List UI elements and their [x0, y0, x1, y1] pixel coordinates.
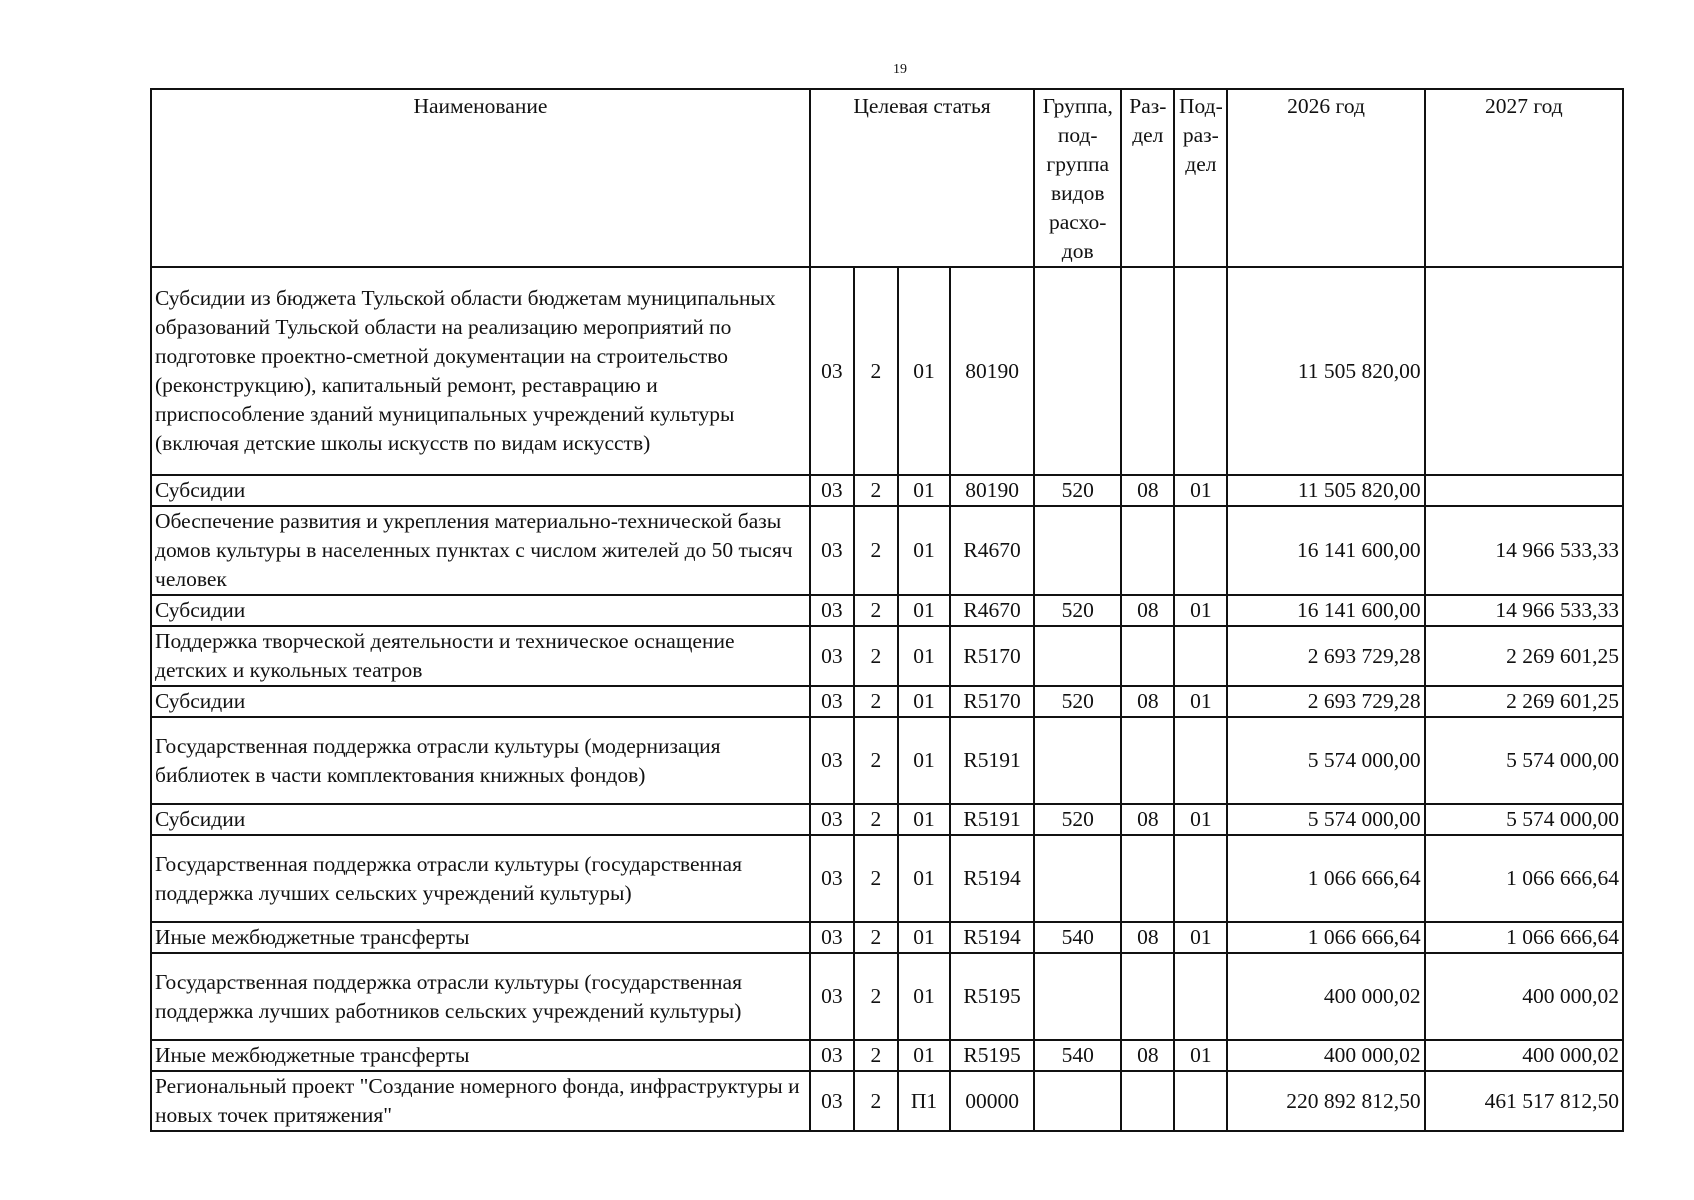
table-row	[151, 835, 1623, 922]
target-code-direction: 80190	[950, 475, 1034, 506]
target-code-program: 03	[810, 1071, 854, 1131]
target-code-measure: 01	[898, 953, 950, 1040]
target-code-measure: 01	[898, 1040, 950, 1071]
section-cell	[1121, 267, 1174, 475]
target-code-direction: R5170	[950, 626, 1034, 686]
expense-group-cell: 540	[1034, 922, 1121, 953]
expense-group-cell	[1034, 626, 1121, 686]
subsection-cell: 01	[1174, 1040, 1227, 1071]
target-code-program: 03	[810, 835, 854, 922]
row-name: Региональный проект "Создание номерного фонда, инфраструктуры и новых точек притяжения"	[151, 1071, 810, 1131]
target-code-direction: R5195	[950, 953, 1034, 1040]
amount-2027	[1425, 475, 1623, 506]
header-expense-group: Группа, под-группа видов расхо-дов	[1034, 89, 1121, 267]
target-code-measure: 01	[898, 626, 950, 686]
table-row	[151, 475, 1623, 506]
expense-group-cell	[1034, 717, 1121, 804]
section-cell	[1121, 506, 1174, 595]
table-row	[151, 595, 1623, 626]
target-code-program: 03	[810, 804, 854, 835]
section-cell: 08	[1121, 686, 1174, 717]
amount-2026: 220 892 812,50	[1227, 1071, 1424, 1131]
table-row	[151, 804, 1623, 835]
target-code-measure: 01	[898, 717, 950, 804]
table-header-row	[151, 89, 1623, 267]
amount-2026: 1 066 666,64	[1227, 922, 1424, 953]
target-code-type: 2	[854, 835, 898, 922]
target-code-type: 2	[854, 506, 898, 595]
target-code-program: 03	[810, 717, 854, 804]
subsection-cell: 01	[1174, 922, 1227, 953]
amount-2027: 5 574 000,00	[1425, 804, 1623, 835]
section-cell: 08	[1121, 804, 1174, 835]
section-cell	[1121, 953, 1174, 1040]
expense-group-cell	[1034, 953, 1121, 1040]
target-code-program: 03	[810, 506, 854, 595]
amount-2027: 400 000,02	[1425, 953, 1623, 1040]
target-code-measure: 01	[898, 267, 950, 475]
table-row	[151, 506, 1623, 595]
section-cell	[1121, 717, 1174, 804]
section-cell	[1121, 626, 1174, 686]
target-code-program: 03	[810, 686, 854, 717]
target-code-type: 2	[854, 804, 898, 835]
target-code-measure: 01	[898, 804, 950, 835]
table-row	[151, 717, 1623, 804]
section-cell: 08	[1121, 595, 1174, 626]
row-name: Субсидии	[151, 475, 810, 506]
expense-group-cell	[1034, 267, 1121, 475]
row-name: Поддержка творческой деятельности и техническое оснащение детских и кукольных театров	[151, 626, 810, 686]
target-code-measure: 01	[898, 835, 950, 922]
amount-2026: 400 000,02	[1227, 1040, 1424, 1071]
header-year-2026: 2026 год	[1227, 89, 1424, 267]
table-row	[151, 686, 1623, 717]
target-code-program: 03	[810, 1040, 854, 1071]
section-cell: 08	[1121, 475, 1174, 506]
expense-group-cell	[1034, 506, 1121, 595]
header-section: Раз-дел	[1121, 89, 1174, 267]
row-name: Субсидии	[151, 686, 810, 717]
target-code-measure: 01	[898, 475, 950, 506]
target-code-type: 2	[854, 717, 898, 804]
subsection-cell	[1174, 953, 1227, 1040]
target-code-direction: R5191	[950, 717, 1034, 804]
amount-2027: 1 066 666,64	[1425, 835, 1623, 922]
subsection-cell	[1174, 626, 1227, 686]
subsection-cell	[1174, 835, 1227, 922]
row-name: Субсидии	[151, 595, 810, 626]
row-name: Субсидии	[151, 804, 810, 835]
target-code-direction: R4670	[950, 506, 1034, 595]
expense-group-cell: 520	[1034, 475, 1121, 506]
target-code-type: 2	[854, 626, 898, 686]
header-target-article: Целевая статья	[810, 89, 1034, 267]
target-code-measure: 01	[898, 922, 950, 953]
target-code-measure: 01	[898, 686, 950, 717]
table-row	[151, 953, 1623, 1040]
expense-group-cell	[1034, 835, 1121, 922]
target-code-measure: П1	[898, 1071, 950, 1131]
expense-group-cell: 520	[1034, 595, 1121, 626]
target-code-program: 03	[810, 953, 854, 1040]
target-code-program: 03	[810, 626, 854, 686]
target-code-type: 2	[854, 922, 898, 953]
target-code-direction: R5170	[950, 686, 1034, 717]
amount-2027: 2 269 601,25	[1425, 626, 1623, 686]
target-code-type: 2	[854, 1040, 898, 1071]
expense-group-cell: 520	[1034, 804, 1121, 835]
header-name: Наименование	[151, 89, 810, 267]
amount-2026: 2 693 729,28	[1227, 626, 1424, 686]
table-row	[151, 626, 1623, 686]
amount-2026: 16 141 600,00	[1227, 595, 1424, 626]
amount-2027: 14 966 533,33	[1425, 595, 1623, 626]
target-code-type: 2	[854, 267, 898, 475]
target-code-type: 2	[854, 475, 898, 506]
header-year-2027: 2027 год	[1425, 89, 1623, 267]
target-code-measure: 01	[898, 506, 950, 595]
subsection-cell	[1174, 717, 1227, 804]
amount-2027: 1 066 666,64	[1425, 922, 1623, 953]
target-code-measure: 01	[898, 595, 950, 626]
amount-2027: 2 269 601,25	[1425, 686, 1623, 717]
row-name: Иные межбюджетные трансферты	[151, 922, 810, 953]
target-code-type: 2	[854, 686, 898, 717]
subsection-cell	[1174, 267, 1227, 475]
amount-2026: 11 505 820,00	[1227, 475, 1424, 506]
target-code-direction: R5194	[950, 835, 1034, 922]
target-code-program: 03	[810, 267, 854, 475]
amount-2027: 14 966 533,33	[1425, 506, 1623, 595]
amount-2026: 1 066 666,64	[1227, 835, 1424, 922]
budget-table	[150, 88, 1624, 1132]
target-code-program: 03	[810, 922, 854, 953]
amount-2026: 2 693 729,28	[1227, 686, 1424, 717]
target-code-direction: 00000	[950, 1071, 1034, 1131]
header-subsection: Под-раз-дел	[1174, 89, 1227, 267]
section-cell	[1121, 1071, 1174, 1131]
expense-group-cell	[1034, 1071, 1121, 1131]
subsection-cell: 01	[1174, 595, 1227, 626]
target-code-direction: 80190	[950, 267, 1034, 475]
table-row	[151, 1040, 1623, 1071]
amount-2026: 5 574 000,00	[1227, 717, 1424, 804]
row-name: Обеспечение развития и укрепления материально-технической базы домов культуры в населенных пунктах с числом жителей до 50 тысяч человек	[151, 506, 810, 595]
amount-2026: 16 141 600,00	[1227, 506, 1424, 595]
subsection-cell: 01	[1174, 686, 1227, 717]
target-code-program: 03	[810, 475, 854, 506]
section-cell	[1121, 835, 1174, 922]
target-code-type: 2	[854, 953, 898, 1040]
row-name: Государственная поддержка отрасли культуры (государственная поддержка лучших сельских учреждений культуры)	[151, 835, 810, 922]
subsection-cell: 01	[1174, 475, 1227, 506]
subsection-cell	[1174, 1071, 1227, 1131]
amount-2026: 400 000,02	[1227, 953, 1424, 1040]
target-code-direction: R5194	[950, 922, 1034, 953]
row-name: Иные межбюджетные трансферты	[151, 1040, 810, 1071]
amount-2027: 5 574 000,00	[1425, 717, 1623, 804]
amount-2026: 11 505 820,00	[1227, 267, 1424, 475]
section-cell: 08	[1121, 1040, 1174, 1071]
amount-2027: 461 517 812,50	[1425, 1071, 1623, 1131]
row-name: Субсидии из бюджета Тульской области бюджетам муниципальных образований Тульской области на реализацию мероприятий по подготовке проектно-сметной документации на строительство (реконструкцию), капитальный ремонт, реставрацию и приспособление зданий муниципальных учреждений культуры (включая детские школы искусств по видам искусств)	[151, 267, 810, 475]
table-row	[151, 267, 1623, 475]
target-code-direction: R5195	[950, 1040, 1034, 1071]
table-row	[151, 1071, 1623, 1131]
amount-2026: 5 574 000,00	[1227, 804, 1424, 835]
row-name: Государственная поддержка отрасли культуры (государственная поддержка лучших работников сельских учреждений культуры)	[151, 953, 810, 1040]
target-code-type: 2	[854, 595, 898, 626]
subsection-cell: 01	[1174, 804, 1227, 835]
target-code-program: 03	[810, 595, 854, 626]
target-code-direction: R4670	[950, 595, 1034, 626]
subsection-cell	[1174, 506, 1227, 595]
expense-group-cell: 540	[1034, 1040, 1121, 1071]
page-number: 19	[893, 62, 907, 77]
target-code-type: 2	[854, 1071, 898, 1131]
amount-2027: 400 000,02	[1425, 1040, 1623, 1071]
amount-2027	[1425, 267, 1623, 475]
row-name: Государственная поддержка отрасли культуры (модернизация библиотек в части комплектования книжных фондов)	[151, 717, 810, 804]
target-code-direction: R5191	[950, 804, 1034, 835]
table-row	[151, 922, 1623, 953]
section-cell: 08	[1121, 922, 1174, 953]
expense-group-cell: 520	[1034, 686, 1121, 717]
